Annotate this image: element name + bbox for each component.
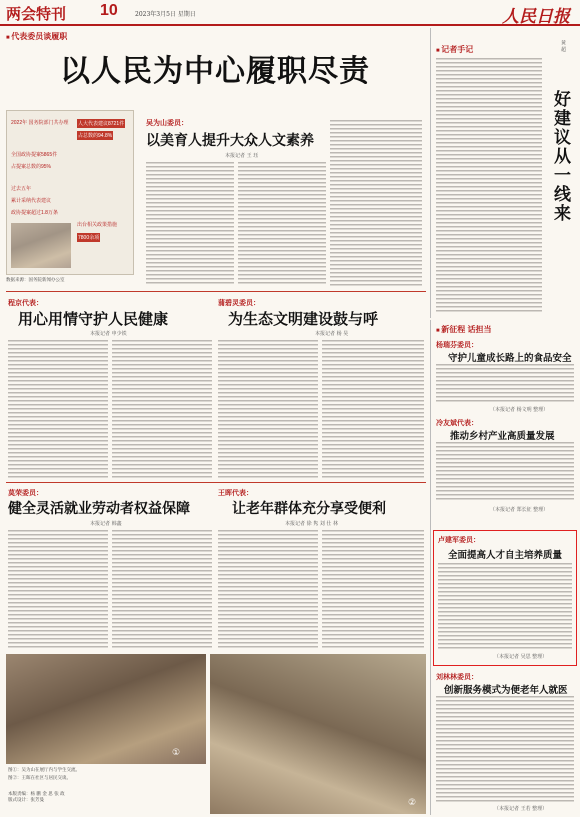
divider bbox=[6, 291, 426, 292]
brief-note: （本报记者 杨文明 整理） bbox=[490, 407, 549, 413]
article-body bbox=[112, 340, 212, 478]
sidebar-title: 好建议从一线来 bbox=[550, 90, 570, 223]
article-body bbox=[218, 340, 318, 478]
article-byline: 本报记者 徐 隽 刘 仕 林 bbox=[285, 521, 338, 527]
section-label: ■ 代表委员谈履职 bbox=[6, 31, 67, 42]
brief-note: （本报记者 吴思 整理） bbox=[494, 654, 548, 660]
page-headline: 以人民为中心履职尽责 bbox=[60, 54, 370, 89]
brief-title: 全面提高人才自主培养质量 bbox=[448, 550, 563, 561]
stat-value: 政协提案超过1.8万条 bbox=[11, 210, 58, 216]
article-byline: 本报记者 王 珏 bbox=[225, 153, 259, 159]
issue-date: 2023年3月5日 星期日 bbox=[135, 11, 196, 18]
stat-label: 2022年 国务院部门共办理 bbox=[11, 120, 69, 126]
stat-value: 占提案总数的95% bbox=[11, 164, 52, 170]
photo-number: ① bbox=[172, 748, 181, 758]
brief-role: 冷友斌代表： bbox=[436, 420, 478, 427]
article-body bbox=[330, 120, 422, 286]
sidebar-body bbox=[436, 58, 542, 314]
article-role: 莫荣委员： bbox=[8, 490, 43, 497]
column-divider bbox=[430, 320, 431, 815]
article-byline: 本报记者 杨 昊 bbox=[315, 331, 349, 337]
brief-body bbox=[436, 442, 574, 502]
sidebar-byline: 黄 超 bbox=[560, 40, 566, 52]
article-body bbox=[322, 340, 424, 478]
stats-illustration bbox=[11, 223, 71, 268]
article-title: 健全灵活就业劳动者权益保障 bbox=[8, 501, 190, 517]
article-title: 让老年群体充分享受便利 bbox=[232, 501, 386, 517]
article-role: 蒲碧灵委员： bbox=[218, 300, 260, 307]
brief-body bbox=[436, 364, 574, 404]
article-body bbox=[112, 530, 212, 650]
article-body bbox=[238, 162, 326, 286]
brief-body bbox=[438, 563, 572, 649]
section-label: ■ 记者手记 bbox=[436, 44, 473, 55]
stat-label: 过去五年 bbox=[11, 186, 32, 192]
article-body bbox=[146, 162, 234, 286]
page-header bbox=[0, 0, 580, 26]
brief-note: （本报记者 王若 整理） bbox=[494, 806, 548, 812]
article-role: 程京代表： bbox=[8, 300, 43, 307]
article-role: 王晖代表： bbox=[218, 490, 253, 497]
stat-value: 7800余项 bbox=[78, 235, 100, 241]
brief-body bbox=[436, 696, 574, 802]
page-number: 10 bbox=[100, 2, 118, 19]
brief-role: 杨瑞芬委员： bbox=[436, 342, 478, 349]
photo-2 bbox=[210, 654, 426, 814]
article-body bbox=[322, 530, 424, 650]
stat-label: 全国政协提案5865件 bbox=[11, 152, 58, 158]
article-byline: 本报记者 韩鑫 bbox=[90, 521, 122, 527]
newspaper-logo: 人民日报 bbox=[502, 7, 570, 27]
stat-value: 人大代表建议8721件 bbox=[78, 121, 125, 127]
stat-value: 占总数的94.8% bbox=[78, 133, 113, 139]
article-role: 吴为山委员： bbox=[146, 120, 188, 127]
divider bbox=[6, 482, 426, 483]
brief-note: （本报记者 郑长征 整理） bbox=[490, 507, 549, 513]
highlighted-brief bbox=[433, 530, 577, 666]
brief-title: 推动乡村产业高质量发展 bbox=[450, 431, 555, 442]
photo-caption: 图②：王晖在社区与居民交谈。 bbox=[8, 776, 71, 781]
page-credits: 本版责编：杨 鹏 金 思 张 政 版式设计：张芳曼 bbox=[8, 792, 65, 803]
stat-label: 累计采纳代表建议 bbox=[11, 198, 52, 204]
article-body bbox=[218, 530, 318, 650]
article-body bbox=[8, 340, 108, 478]
photo-number: ② bbox=[408, 798, 417, 808]
photo-caption: 图①：吴为山在展厅内与学生交流。 bbox=[8, 768, 80, 773]
section-label: ■ 新征程 话担当 bbox=[436, 324, 492, 335]
brief-role: 卢建军委员： bbox=[438, 537, 480, 544]
column-divider bbox=[430, 28, 431, 318]
article-title: 以美育人提升大众人文素养 bbox=[146, 133, 314, 149]
stats-source: 数据来源：国务院新闻办公室 bbox=[6, 278, 65, 283]
brief-title: 守护儿童成长路上的食品安全 bbox=[448, 353, 572, 364]
article-title: 用心用情守护人民健康 bbox=[18, 310, 169, 328]
article-byline: 本报记者 申少铁 bbox=[90, 331, 127, 337]
stats-panel bbox=[6, 110, 134, 275]
brief-role: 刘林林委员： bbox=[436, 674, 478, 681]
brief-title: 创新服务模式为便老年人就医 bbox=[444, 685, 568, 696]
article-title: 为生态文明建设鼓与呼 bbox=[228, 310, 379, 328]
edition-title: 两会特刊 bbox=[6, 6, 67, 23]
stat-label: 出台相关政策措施 bbox=[77, 222, 118, 228]
article-body bbox=[8, 530, 108, 650]
